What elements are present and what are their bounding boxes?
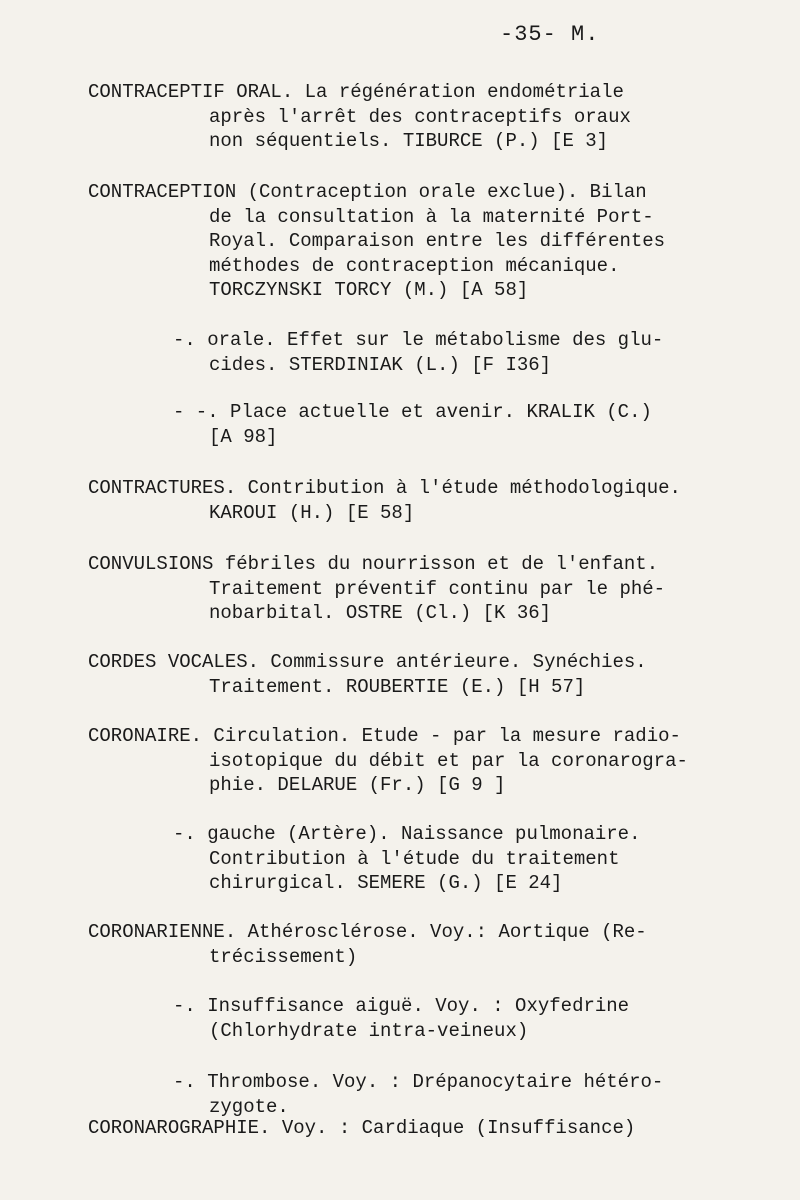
index-entry	[88, 476, 681, 525]
entry-line: [A 98]	[209, 425, 278, 448]
entry-line: -. Thrombose. Voy. : Drépanocytaire hétéro-	[173, 1071, 664, 1093]
entry-line: Traitement préventif continu par le phé-	[209, 577, 666, 600]
entry-line: trécissement)	[209, 945, 358, 968]
entry-line: -. gauche (Artère). Naissance pulmonaire.	[173, 823, 641, 845]
entry-line: CORDES VOCALES. Commissure antérieure. Synéchies.	[88, 651, 647, 673]
entry-line: - -. Place actuelle et avenir. KRALIK (C.)	[173, 401, 652, 423]
entry-line: Royal. Comparaison entre les différentes	[209, 230, 666, 252]
entry-line: CONTRACEPTIF ORAL. La régénération endométriale	[88, 81, 624, 103]
index-entry	[88, 920, 647, 969]
entry-line: phie. DELARUE (Fr.) [G 9 ]	[209, 774, 506, 796]
entry-line: Traitement. ROUBERTIE (E.) [H 57]	[209, 675, 586, 698]
entry-line: (Chlorhydrate intra-veineux)	[209, 1019, 529, 1042]
entry-line: CORONAIRE. Circulation. Etude - par la mesure radio-	[88, 725, 681, 747]
entry-line: CONTRACEPTION (Contraception orale exclue). Bilan	[88, 181, 647, 203]
entry-line: CONTRACTURES. Contribution à l'étude méthodologique.	[88, 477, 681, 499]
entry-line: Contribution à l'étude du traitement	[209, 847, 620, 870]
entry-line: CORONARIENNE. Athérosclérose. Voy.: Aortique (Re-	[88, 921, 647, 943]
index-subentry	[173, 994, 629, 1043]
index-entry	[88, 552, 665, 626]
entry-line: chirurgical. SEMERE (G.) [E 24]	[209, 872, 563, 894]
entry-line: non séquentiels. TIBURCE (P.) [E 3]	[209, 130, 609, 152]
index-entry	[88, 1116, 635, 1141]
entry-line: -. orale. Effet sur le métabolisme des glu-	[173, 329, 664, 351]
entry-line: isotopique du débit et par la coronarogra-	[209, 749, 688, 772]
entry-line: CORONAROGRAPHIE. Voy. : Cardiaque (Insuffisance)	[88, 1117, 636, 1139]
entry-line: nobarbital. OSTRE (Cl.) [K 36]	[209, 602, 552, 624]
entry-line: zygote.	[209, 1095, 289, 1118]
entry-line: de la consultation à la maternité Port-	[209, 205, 654, 228]
entry-line: -. Insuffisance aiguë. Voy. : Oxyfedrine	[173, 995, 630, 1017]
entry-line: cides. STERDINIAK (L.) [F I36]	[209, 353, 552, 376]
entry-line: CONVULSIONS fébriles du nourrisson et de l'enfant.	[88, 553, 659, 575]
index-entry	[88, 80, 631, 154]
index-subentry	[173, 400, 652, 449]
page-header: -35- M.	[500, 22, 600, 47]
entry-line: TORCZYNSKI TORCY (M.) [A 58]	[209, 279, 529, 301]
index-entry	[88, 650, 647, 699]
entry-line: après l'arrêt des contraceptifs oraux	[209, 105, 631, 128]
index-subentry	[173, 328, 663, 377]
index-subentry	[173, 1070, 663, 1119]
entry-line: méthodes de contraception mécanique.	[209, 254, 620, 277]
entry-line: KAROUI (H.) [E 58]	[209, 501, 415, 524]
index-entry	[88, 724, 688, 798]
index-subentry	[173, 822, 640, 896]
index-entry	[88, 180, 665, 303]
